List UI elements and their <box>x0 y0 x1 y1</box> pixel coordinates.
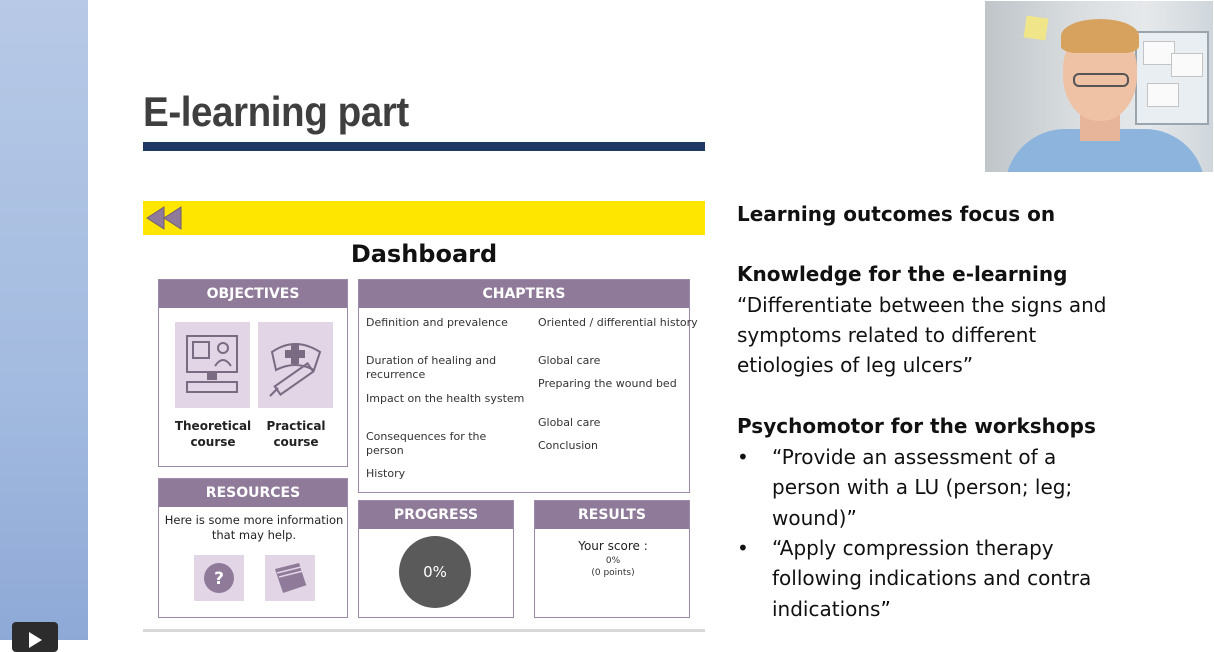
bullet-marker: • <box>737 445 749 469</box>
resources-header: RESOURCES <box>159 479 347 507</box>
chapter-link[interactable]: Conclusion <box>538 439 598 452</box>
resources-panel <box>158 478 348 618</box>
chapters-panel <box>358 279 698 493</box>
chapter-link[interactable]: History <box>366 467 406 480</box>
bullet-line: indications” <box>772 597 891 621</box>
objectives-panel <box>158 279 348 467</box>
computer-teacher-icon <box>181 330 244 400</box>
bullet-line: “Provide an assessment of a <box>772 445 1057 469</box>
chapter-link[interactable]: Definition and prevalence <box>366 316 508 329</box>
webcam-paper <box>1171 53 1203 77</box>
practical-course-label: Practical course <box>266 419 326 449</box>
chapter-link[interactable]: Duration of healing and recurrence <box>366 354 497 381</box>
syringe-bandage-icon <box>264 330 327 400</box>
webcam-person-hair <box>1061 19 1139 53</box>
title-rule <box>143 142 705 151</box>
bullet-line: following indications and contra <box>772 566 1092 590</box>
webcam-person-glasses <box>1073 73 1129 87</box>
help-icon <box>194 555 244 601</box>
chapter-link[interactable]: Oriented / differential history <box>538 316 698 329</box>
help-button[interactable] <box>194 555 244 601</box>
module-scrollbar[interactable] <box>143 629 705 632</box>
results-header: RESULTS <box>535 501 689 529</box>
knowledge-quote-line: symptoms related to different <box>737 323 1037 347</box>
dashboard-title: Dashboard <box>350 240 498 268</box>
objectives-header: OBJECTIVES <box>159 280 347 308</box>
bullet-line: person with a LU (person; leg; <box>772 475 1073 499</box>
webcam-board <box>1135 31 1209 125</box>
help-glyph: ? <box>214 569 224 589</box>
module-toolbar <box>143 201 705 235</box>
theoretical-course-label: Theoretical course <box>174 419 252 449</box>
theoretical-course-tile[interactable] <box>175 322 250 408</box>
rewind-icon[interactable] <box>145 205 185 231</box>
progress-panel <box>358 500 514 618</box>
chapters-header: CHAPTERS <box>359 280 689 308</box>
bullet-line: “Apply compression therapy <box>772 536 1054 560</box>
webcam-sticky-note <box>1024 16 1049 41</box>
chapter-link[interactable]: Consequences for the person <box>366 430 487 457</box>
notes-heading: Learning outcomes focus on <box>737 202 1056 226</box>
practical-course-tile[interactable] <box>258 322 333 408</box>
sidebar-band <box>0 0 88 640</box>
play-icon[interactable] <box>12 622 58 652</box>
score-points: (0 points) <box>591 568 635 578</box>
progress-indicator: 0% <box>399 536 471 608</box>
book-button[interactable] <box>265 555 315 601</box>
chapter-link[interactable]: Global care <box>538 354 601 367</box>
score-label: Your score : <box>578 539 648 553</box>
bullet-line: wound)” <box>772 506 857 530</box>
knowledge-heading: Knowledge for the e-learning <box>737 262 1068 286</box>
progress-header: PROGRESS <box>359 501 513 529</box>
chapter-link[interactable]: Impact on the health system <box>366 392 525 405</box>
score-percent: 0% <box>605 556 621 566</box>
webcam-feed <box>985 1 1213 172</box>
results-panel <box>534 500 690 618</box>
chapter-link[interactable]: Preparing the wound bed <box>538 377 677 390</box>
book-icon <box>265 555 315 601</box>
knowledge-quote-line: etiologies of leg ulcers” <box>737 353 974 377</box>
resources-description: Here is some more information that may help. <box>164 513 344 542</box>
elearning-module <box>143 201 705 640</box>
knowledge-quote-line: “Differentiate between the signs and <box>737 293 1107 317</box>
bullet-marker: • <box>737 536 749 560</box>
webcam-paper <box>1147 83 1179 107</box>
psychomotor-heading: Psychomotor for the workshops <box>737 414 1096 438</box>
slide-title: E-learning part <box>143 88 409 135</box>
chapter-link[interactable]: Global care <box>538 416 601 429</box>
